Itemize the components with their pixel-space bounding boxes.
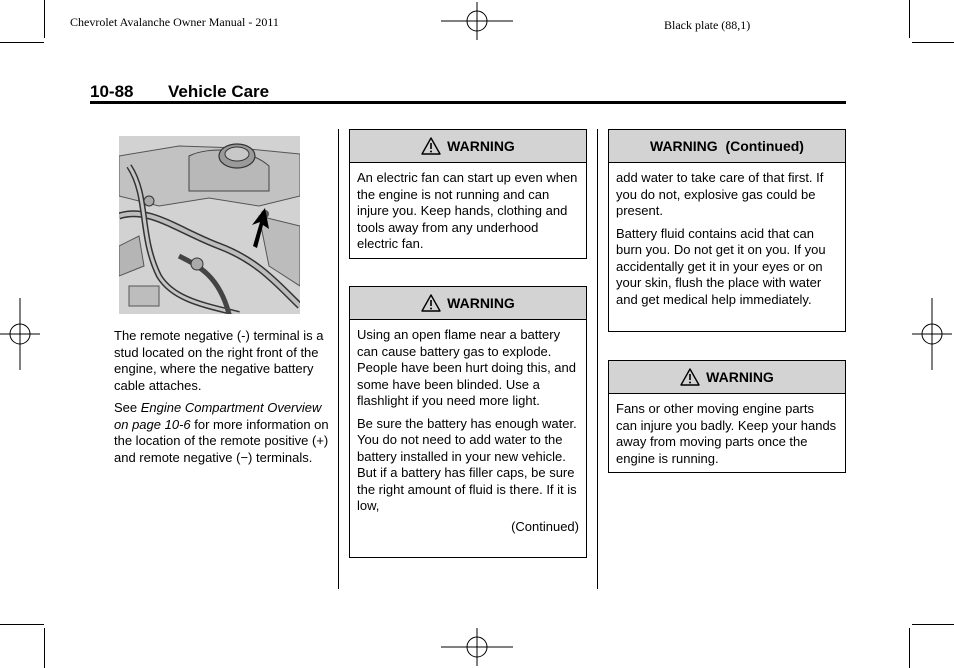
registration-mark-icon — [441, 628, 513, 666]
registration-mark-icon — [0, 298, 40, 370]
reference-paragraph — [114, 400, 330, 466]
warning-body — [350, 320, 586, 539]
running-header-left: Chevrolet Avalanche Owner Manual - 2011 — [70, 15, 279, 29]
engine-compartment-figure — [119, 136, 300, 314]
terminal-description: The remote negative (-) terminal is a stud located on the right front of the engine, where the negative battery cable attaches. — [114, 328, 324, 393]
section-header — [90, 82, 269, 102]
warning-text: Fans or other moving engine parts can injure you badly. Keep your hands away from moving parts once the engine is running. — [616, 401, 837, 466]
crop-mark — [44, 628, 45, 668]
column-1-text — [114, 328, 330, 472]
section-title: Vehicle Care — [168, 82, 270, 101]
warning-title: WARNING — [706, 369, 774, 385]
warning-triangle-icon — [421, 137, 441, 155]
warning-title: WARNING (Continued) — [650, 138, 804, 154]
crop-mark — [909, 628, 910, 668]
warning-header — [609, 361, 845, 394]
warning-text: An electric fan can start up even when the engine is not running and can injure you. Keep hands, clothing and tools away from any underhood electric fan. — [357, 170, 578, 251]
warning-box-continued — [608, 129, 846, 332]
warning-body — [350, 163, 586, 263]
crop-mark — [0, 624, 44, 625]
section-number: 10-88 — [90, 82, 134, 101]
warning-box-open-flame — [349, 286, 587, 558]
warning-text: Be sure the battery has enough water. You do not need to add water to the battery installed in your new vehicle. But if a battery has filler caps, be sure the right amount of fluid is there. If it is low, — [357, 415, 577, 513]
column-divider — [597, 129, 598, 589]
warning-text: add water to take care of that first. If you do not, explosive gas could be present. — [616, 170, 824, 218]
warning-text: Using an open flame near a battery can cause battery gas to explode. People have been hurt doing this, and some have been blinded. Use a flashlight if you need more light. — [357, 327, 577, 408]
warning-triangle-icon — [680, 368, 700, 386]
warning-title: WARNING — [447, 138, 515, 154]
registration-mark-icon — [441, 2, 513, 40]
warning-triangle-icon — [421, 294, 441, 312]
crop-mark — [0, 42, 44, 43]
reference-prefix: See — [114, 400, 141, 415]
warning-header — [350, 130, 586, 163]
registration-mark-icon — [912, 298, 952, 370]
warning-box-electric-fan — [349, 129, 587, 259]
warning-box-moving-parts — [608, 360, 846, 473]
warning-header — [609, 130, 845, 163]
running-header-right: Black plate (88,1) — [664, 18, 751, 32]
crop-mark — [912, 42, 954, 43]
crop-mark — [909, 0, 910, 38]
warning-body — [609, 163, 845, 318]
warning-text: Battery fluid contains acid that can burn you. Do not get it on you. If you accidentally get it in your eyes or on your skin, flush the place with water and get medical help immediately. — [616, 225, 826, 307]
reference-suffix: for more information on the location of the remote positive (+) and remote negative (−) terminals. — [114, 416, 329, 465]
cross-reference-link[interactable]: Engine Compartment Overview on page 10-6 — [114, 400, 322, 432]
header-rule — [90, 101, 846, 104]
warning-title: WARNING — [447, 295, 515, 311]
crop-mark — [44, 0, 45, 38]
warning-body — [609, 394, 845, 477]
crop-mark — [912, 624, 954, 625]
continued-label: (Continued) — [511, 518, 579, 534]
warning-header — [350, 287, 586, 320]
column-divider — [338, 129, 339, 589]
